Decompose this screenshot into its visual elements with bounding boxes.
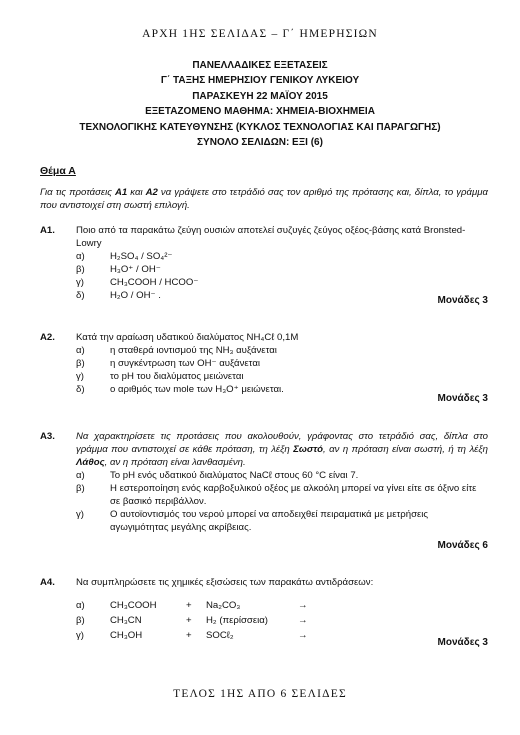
question-text <box>76 430 488 469</box>
instr-a1: Α1 <box>114 187 128 198</box>
instr-text-3: να γράψετε στο τετράδιό σας τον αριθμό της πρότασης και, δίπλα, το γράμμα που αντιστοιχεί στη σωστή επιλογή. <box>40 187 488 211</box>
page-header: ΑΡΧΗ 1ΗΣ ΣΕΛΙΔΑΣ – Γ΄ ΗΜΕΡΗΣΙΩΝ <box>142 28 378 40</box>
q3-text-3: , αν η πρόταση είναι λανθασμένη. <box>104 457 246 468</box>
q3-word-wrong: Λάθος <box>76 457 105 468</box>
title-line-4: ΕΞΕΤΑΖΟΜΕΝΟ ΜΑΘΗΜΑ: ΧΗΜΕΙΑ-ΒΙΟΧΗΜΕΙΑ <box>145 106 375 118</box>
instr-text-2: και <box>127 187 146 198</box>
equation-plus: + <box>186 600 192 611</box>
option-text: η συγκέντρωση των OH⁻ αυξάνεται <box>110 358 261 369</box>
q3-word-correct: Σωστό <box>293 444 324 455</box>
option-text: H₃O⁺ / OH⁻ <box>110 264 161 275</box>
question-number: Α1. <box>40 225 55 236</box>
option-letter: α) <box>76 345 85 356</box>
question-a1 <box>40 224 488 302</box>
option-letter: δ) <box>76 384 85 395</box>
exam-title-block <box>0 58 520 150</box>
question-text: Κατά την αραίωση υδατικού διαλύματος NH₄Cℓ 0,1M <box>76 332 299 343</box>
question-text: Να συμπληρώσετε τις χημικές εξισώσεις των παρακάτω αντιδράσεων: <box>76 577 374 588</box>
option-letter: β) <box>76 264 85 275</box>
equation-reactant-1: CH₃COOH <box>110 600 157 611</box>
question-number: Α2. <box>40 332 55 343</box>
option <box>76 370 488 383</box>
option-letter: α) <box>76 251 85 262</box>
equation-reactant-1: CH₃CN <box>110 615 142 626</box>
equation-arrow: → <box>298 630 308 641</box>
option <box>76 263 488 276</box>
equation-arrow: → <box>298 600 308 611</box>
marks-a4: Μονάδες 3 <box>437 637 488 648</box>
equation-plus: + <box>186 630 192 641</box>
option-text: Η εστεροποίηση ενός καρβοξυλικού οξέος με αλκοόλη μπορεί να γίνει είτε σε όξινο είτε σε βασικό περιβάλλον. <box>110 483 477 507</box>
option <box>76 250 488 263</box>
option-text: η σταθερά ιοντισμού της NH₃ αυξάνεται <box>110 345 277 356</box>
option-text: ο αριθμός των mole των H₃O⁺ μειώνεται. <box>110 384 284 395</box>
section-instructions <box>40 186 488 212</box>
option-letter: γ) <box>76 371 84 382</box>
option-text: Το pH ενός υδατικού διαλύματος NaCℓ στους 60 °C είναι 7. <box>110 470 359 481</box>
title-line-6: ΣΥΝΟΛΟ ΣΕΛΙΔΩΝ: ΕΞΙ (6) <box>197 137 323 149</box>
option <box>76 469 488 482</box>
section-title: Θέμα Α <box>40 165 76 177</box>
instr-text-1: Για τις προτάσεις <box>40 187 115 198</box>
question-number: Α3. <box>40 431 55 442</box>
option-text: CH₃COOH / HCOO⁻ <box>110 277 199 288</box>
title-line-3: ΠΑΡΑΣΚΕΥΗ 22 ΜΑΪΟΥ 2015 <box>192 90 328 102</box>
marks-a2: Μονάδες 3 <box>437 393 488 404</box>
equation-row <box>76 629 488 644</box>
page-footer: ΤΕΛΟΣ 1ΗΣ ΑΠΟ 6 ΣΕΛΙΔΕΣ <box>173 688 347 700</box>
option <box>76 289 488 302</box>
option-text: H₂O / OH⁻ . <box>110 290 161 301</box>
question-a2 <box>40 331 488 396</box>
equation-plus: + <box>186 615 192 626</box>
equation-reactant-1: CH₃OH <box>110 630 143 641</box>
marks-a3: Μονάδες 6 <box>437 540 488 551</box>
option-letter: γ) <box>76 277 84 288</box>
option <box>76 357 488 370</box>
option-letter: γ) <box>76 509 84 520</box>
equation-reactant-2: Na₂CO₃ <box>206 600 241 611</box>
option <box>76 276 488 289</box>
option-text: H₂SO₄ / SO₄²⁻ <box>110 251 173 262</box>
option-text: το pH του διαλύματος μειώνεται <box>110 371 244 382</box>
question-text: Ποιο από τα παρακάτω ζεύγη ουσιών αποτελεί συζυγές ζεύγος οξέος-βάσης κατά Bronsted-Lowry <box>76 225 466 249</box>
option <box>76 508 488 534</box>
title-line-2: Γ΄ ΤΑΞΗΣ ΗΜΕΡΗΣΙΟΥ ΓΕΝΙΚΟΥ ΛΥΚΕΙΟΥ <box>160 75 360 87</box>
option <box>76 482 488 508</box>
option-letter: β) <box>76 358 85 369</box>
q3-text-1: Να χαρακτηρίσετε τις προτάσεις που ακολουθούν, γράφοντας στο τετράδιό σας, δίπλα στο γράμμα που αντιστοιχεί σε κάθε πρόταση, τη λέξη <box>76 431 488 455</box>
equation-reactant-2: H₂ (περίσσεια) <box>206 615 268 626</box>
equation-letter: β) <box>76 615 85 626</box>
question-a3 <box>40 430 488 534</box>
option-text: Ο αυτοϊοντισμός του νερού μπορεί να αποδειχθεί πειραματικά με μετρήσεις αγωγιμότητας μεγάλης ακρίβειας. <box>110 509 429 533</box>
equation-letter: α) <box>76 600 85 611</box>
instr-a2: Α2 <box>145 187 158 198</box>
q3-text-2: , αν η πρόταση είναι σωστή, ή τη λέξη <box>323 444 488 455</box>
marks-a1: Μονάδες 3 <box>437 295 488 306</box>
option-letter: β) <box>76 483 85 494</box>
title-line-5: ΤΕΧΝΟΛΟΓΙΚΗΣ ΚΑΤΕΥΘΥΝΣΗΣ (ΚΥΚΛΟΣ ΤΕΧΝΟΛΟΓΙΑΣ ΚΑΙ ΠΑΡΑΓΩΓΗΣ) <box>79 121 441 133</box>
option <box>76 383 488 396</box>
equation-letter: γ) <box>76 630 84 641</box>
equation-row <box>76 614 488 629</box>
title-line-1: ΠΑΝΕΛΛΑΔΙΚΕΣ ΕΞΕΤΑΣΕΙΣ <box>192 60 328 71</box>
equation-reactant-2: SOCℓ₂ <box>206 630 234 641</box>
equation-arrow: → <box>298 615 308 626</box>
question-a4 <box>40 576 488 644</box>
option <box>76 344 488 357</box>
equation-row <box>76 599 488 614</box>
option-letter: α) <box>76 470 85 481</box>
option-letter: δ) <box>76 290 85 301</box>
question-number: Α4. <box>40 577 55 588</box>
